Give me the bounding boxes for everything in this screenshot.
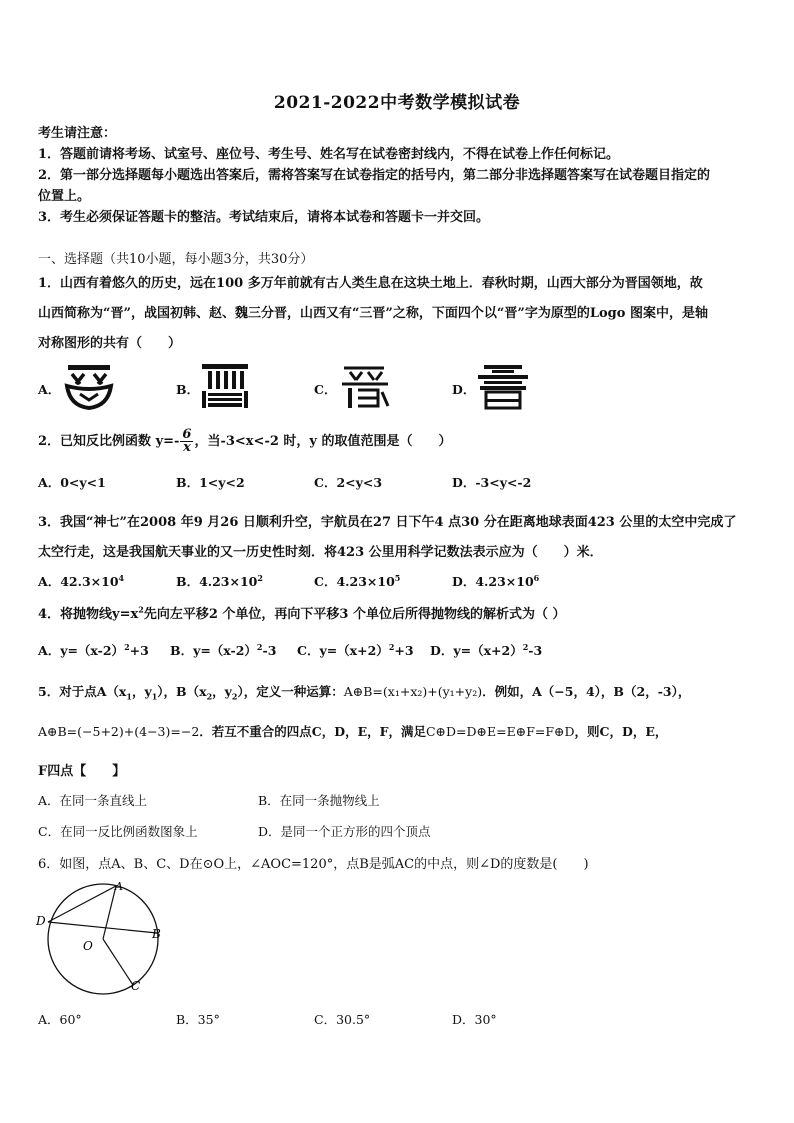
q5-option-b: B．在同一条抛物线上	[258, 793, 380, 808]
q2-option-b: B．1<y<2	[176, 475, 245, 490]
q4-text-post: 先向左平移2 个单位，再向下平移3 个单位后所得抛物线的解析式为（ ）	[143, 607, 566, 622]
q4-option-a-exp: 2	[124, 641, 130, 652]
q5-t2: ，y	[131, 684, 152, 699]
notice-line-1: 1．答题前请将考场、试室号、座位号、考生号、姓名写在试卷密封线内，不得在试卷上作任何标记。	[38, 147, 620, 162]
notice-line-4: 3．考生必须保证答题卡的整洁。考试结束后，请将本试卷和答题卡一并交回。	[38, 210, 490, 225]
q3-line-2: 太空行走，这是我国航天事业的又一历史性时刻．将423 公里用科学记数法表示应为（ ）米．	[38, 545, 603, 560]
q1-line-2: 山西简称为“晋”，战国初韩、赵、魏三分晋，山西又有“三晋”之称，下面四个以“晋”字为原型的Logo 图案中，是轴	[38, 306, 708, 321]
circle-diagram	[30, 876, 170, 1000]
q3-option-a-base: A．42.3×10	[38, 574, 119, 589]
q1-option-b: B．	[176, 382, 200, 397]
notice-line-3: 位置上。	[38, 189, 91, 204]
q2-option-a: A．0<y<1	[38, 475, 106, 490]
q4-option-b	[170, 641, 276, 659]
q3-option-d-base: D．4.23×10	[452, 574, 534, 589]
label-d: D	[36, 914, 46, 928]
q5-condition: C⊕D=D⊕E=E⊕F=F⊕D	[425, 724, 575, 739]
q5-t5: ），定义一种运算：	[237, 684, 344, 699]
q5-option-d: D．是同一个正方形的四个顶点	[258, 824, 431, 839]
q3-option-b-base: B．4.23×10	[176, 574, 258, 589]
q5-option-a: A．在同一条直线上	[38, 793, 148, 808]
q5-line-2	[38, 722, 667, 740]
q4-text-pre: 4．将抛物线y=x	[38, 607, 139, 622]
q3-option-c-exp: 5	[394, 572, 401, 583]
q2-fraction	[180, 429, 193, 454]
q2-text-pre: 2．已知反比例函数 y=-	[38, 434, 180, 449]
q5-definition: A⊕B=(x₁+x₂)+(y₁+y₂)	[343, 684, 483, 699]
q5-sub-2: 1	[151, 691, 158, 702]
q4-text-exp: 2	[138, 604, 144, 615]
label-b: B	[152, 927, 161, 941]
chord-da	[48, 886, 116, 922]
q2-denominator: x	[183, 440, 191, 455]
q6-option-b: B．35°	[176, 1012, 220, 1027]
jin-logo-b-icon	[198, 362, 252, 410]
q5-t3: ），B（x	[157, 684, 207, 699]
q6-option-c: C．30.5°	[314, 1012, 371, 1027]
label-o: O	[83, 939, 93, 953]
q5-line-1	[38, 682, 690, 700]
q5-sub-4: 2	[231, 691, 238, 702]
q1-option-d: D．	[452, 382, 476, 397]
section-heading: 一、选择题（共10小题，每小题3分，共30分）	[38, 252, 314, 267]
q3-option-b-exp: 2	[257, 572, 263, 583]
jin-logo-d-icon	[476, 362, 530, 410]
q3-option-a	[38, 572, 124, 590]
q4-option-b-post: -3	[262, 643, 277, 658]
q3-option-c	[314, 572, 400, 590]
q4-option-a-pre: A．y=（x-2）	[38, 643, 125, 658]
q4-option-d-post: -3	[528, 643, 543, 658]
label-c: C	[131, 979, 141, 993]
q1-option-c: C．	[314, 382, 337, 397]
q6-option-a: A．60°	[38, 1012, 82, 1027]
q5-t4: ，y	[212, 684, 232, 699]
q1-option-a: A．	[38, 382, 61, 397]
q3-option-b	[176, 572, 263, 590]
q4-option-c-exp: 2	[388, 641, 395, 652]
q5-sub-1: 1	[126, 691, 132, 702]
q2-numerator: 6	[182, 427, 192, 442]
q4-option-b-exp: 2	[256, 641, 263, 652]
jin-logo-a-icon	[62, 362, 116, 410]
q5-sub-3: 2	[206, 691, 213, 702]
q2-option-d: D．-3<y<-2	[452, 475, 532, 490]
q1-line-1: 1．山西有着悠久的历史，远在100 多万年前就有古人类生息在这块土地上．春秋时期，山西大部分为晋国领地，故	[38, 276, 703, 291]
notice-heading: 考生请注意：	[38, 126, 117, 141]
q4-option-a-post: +3	[129, 643, 149, 658]
radius-oa	[103, 886, 116, 939]
q3-option-a-exp: 4	[118, 572, 125, 583]
q1-line-3: 对称图形的共有（ ）	[38, 336, 182, 351]
q5-line-3: F四点【 】	[38, 764, 126, 779]
q5-t1: 5．对于点A（x	[38, 684, 127, 699]
jin-logo-c-icon	[338, 362, 392, 410]
q5-example: A⊕B=(−5+2)+(4−3)=−2	[38, 724, 200, 739]
q5-t6: ．例如，A（−5，4），B（2，-3），	[482, 684, 691, 699]
q3-line-1: 3．我国“神七”在2008 年9 月26 日顺利升空，宇航员在27 日下午4 点30 分在距离地球表面423 公里的太空中完成了	[38, 515, 737, 530]
q4-option-c	[297, 641, 414, 659]
q4-option-c-post: +3	[394, 643, 414, 658]
q3-option-c-base: C．4.23×10	[314, 574, 395, 589]
q3-option-d	[452, 572, 539, 590]
q4-option-b-pre: B．y=（x-2）	[170, 643, 257, 658]
q2-text-post: ，当-3<x<-2 时，y 的取值范围是（ ）	[194, 434, 452, 449]
q4-stem	[38, 603, 566, 622]
notice-line-2: 2．第一部分选择题每小题选出答案后，需将答案写在试卷指定的括号内，第二部分非选择题答案写在试卷题目指定的	[38, 168, 711, 183]
q4-option-d	[430, 641, 542, 659]
q4-option-d-pre: D．y=（x+2）	[430, 643, 523, 658]
q4-option-a	[38, 641, 149, 659]
q6-stem: 6．如图，点A、B、C、D在⊙O上，∠AOC=120°，点B是弧AC的中点，则∠D的度数是( )	[38, 857, 589, 872]
q4-option-c-pre: C．y=（x+2）	[297, 643, 389, 658]
q5-option-c: C．在同一反比例函数图象上	[38, 824, 198, 839]
q6-option-d: D．30°	[452, 1012, 497, 1027]
page-title: 2021-2022中考数学模拟试卷	[273, 93, 521, 113]
label-a: A	[115, 880, 123, 893]
radius-oc	[103, 939, 133, 985]
q2-stem	[38, 429, 452, 454]
chord-db	[48, 922, 157, 933]
q2-option-c: C．2<y<3	[314, 475, 383, 490]
q4-option-d-exp: 2	[522, 641, 529, 652]
q5-t8: ，则C，D，E，	[574, 724, 668, 739]
q5-t7: ．若互不重合的四点C，D，E，F，满足	[199, 724, 426, 739]
q3-option-d-exp: 6	[533, 572, 540, 583]
